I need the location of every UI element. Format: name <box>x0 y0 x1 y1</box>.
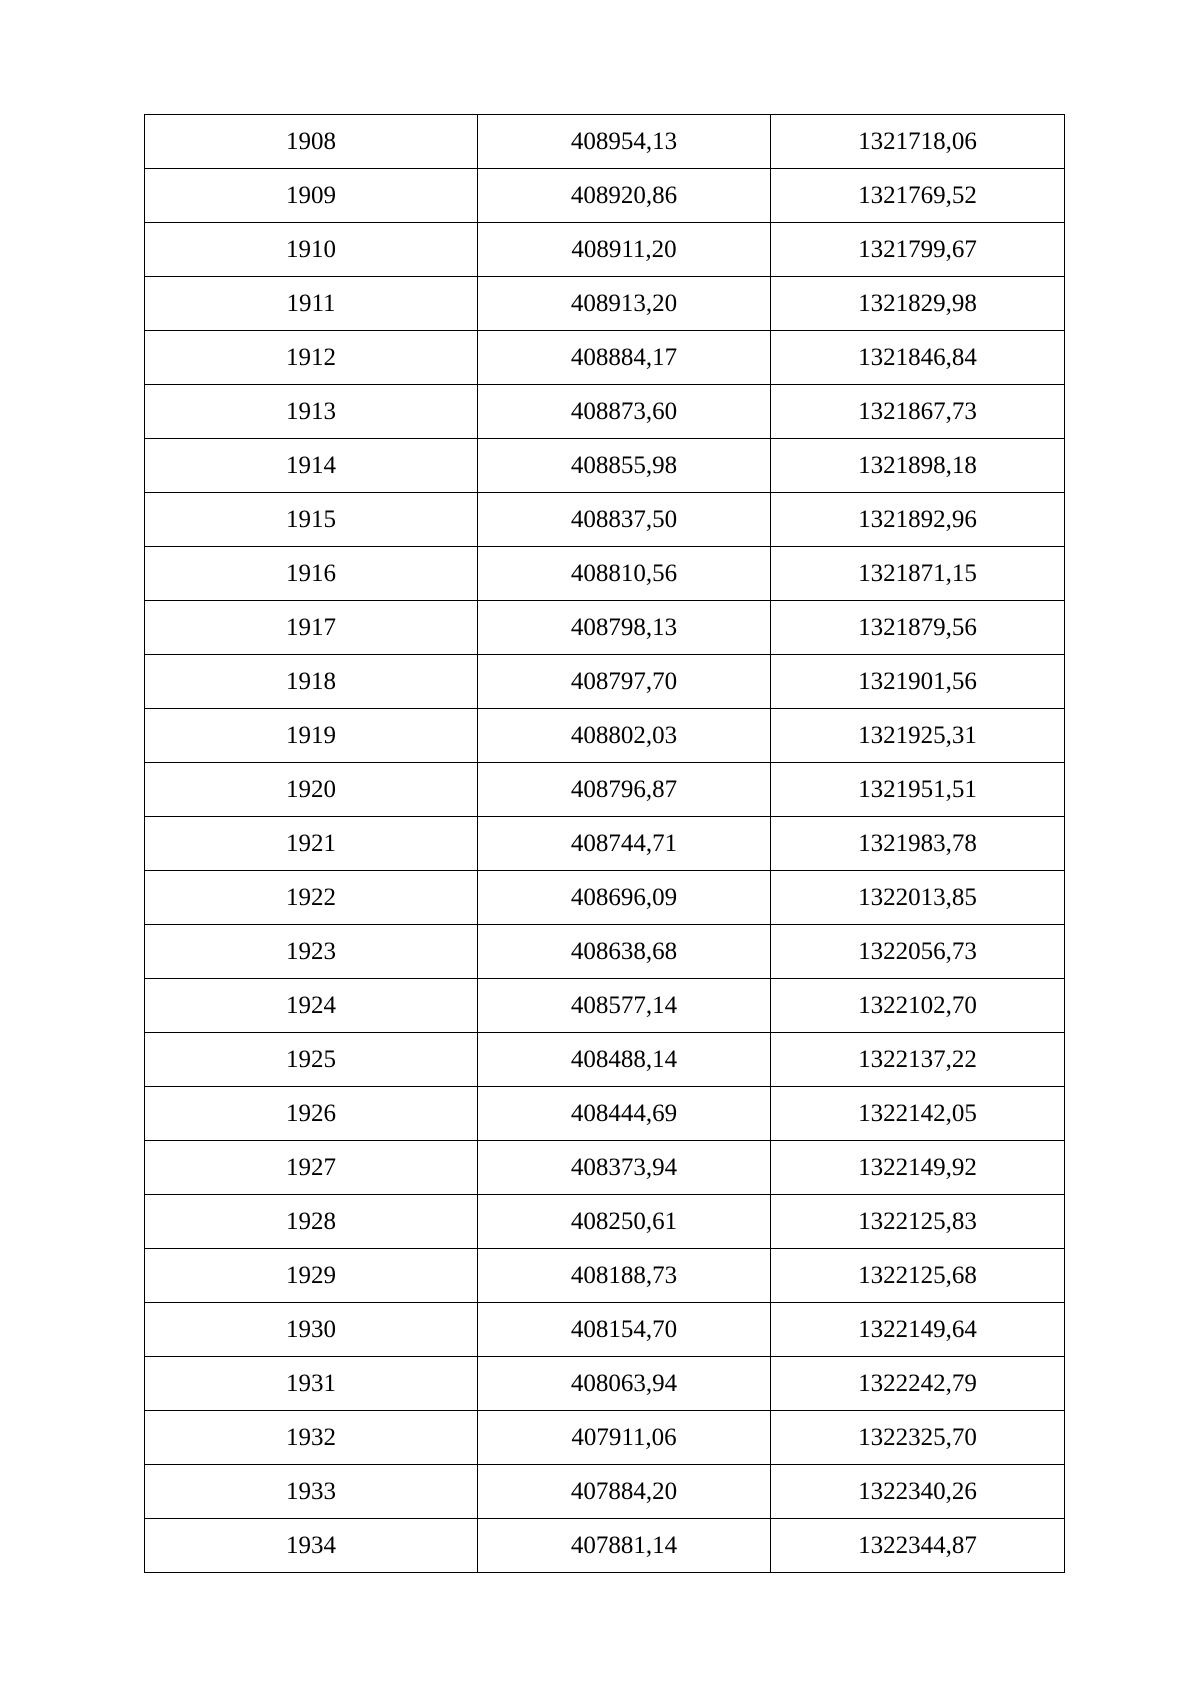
table-row <box>145 223 1065 277</box>
x-coordinate-cell: 408373,94 <box>478 1141 771 1195</box>
x-coordinate-cell: 408154,70 <box>478 1303 771 1357</box>
table-row <box>145 655 1065 709</box>
table-row <box>145 115 1065 169</box>
table-row <box>145 1249 1065 1303</box>
point-number-cell: 1919 <box>145 709 478 763</box>
x-coordinate-cell: 408444,69 <box>478 1087 771 1141</box>
y-coordinate-cell: 1322056,73 <box>771 925 1065 979</box>
point-number-cell: 1913 <box>145 385 478 439</box>
y-coordinate-cell: 1321846,84 <box>771 331 1065 385</box>
table-row <box>145 1087 1065 1141</box>
x-coordinate-cell: 408954,13 <box>478 115 771 169</box>
y-coordinate-cell: 1321925,31 <box>771 709 1065 763</box>
table-row <box>145 601 1065 655</box>
x-coordinate-cell: 408911,20 <box>478 223 771 277</box>
x-coordinate-cell: 407884,20 <box>478 1465 771 1519</box>
y-coordinate-cell: 1321799,67 <box>771 223 1065 277</box>
table-row <box>145 709 1065 763</box>
y-coordinate-cell: 1321983,78 <box>771 817 1065 871</box>
y-coordinate-cell: 1322344,87 <box>771 1519 1065 1573</box>
y-coordinate-cell: 1321951,51 <box>771 763 1065 817</box>
y-coordinate-cell: 1321898,18 <box>771 439 1065 493</box>
x-coordinate-cell: 408188,73 <box>478 1249 771 1303</box>
table-row <box>145 1033 1065 1087</box>
table-row <box>145 817 1065 871</box>
point-number-cell: 1911 <box>145 277 478 331</box>
table-row <box>145 1303 1065 1357</box>
table-row <box>145 493 1065 547</box>
y-coordinate-cell: 1321892,96 <box>771 493 1065 547</box>
point-number-cell: 1912 <box>145 331 478 385</box>
y-coordinate-cell: 1321769,52 <box>771 169 1065 223</box>
x-coordinate-cell: 408488,14 <box>478 1033 771 1087</box>
table-row <box>145 925 1065 979</box>
table-row <box>145 871 1065 925</box>
point-number-cell: 1933 <box>145 1465 478 1519</box>
x-coordinate-cell: 408920,86 <box>478 169 771 223</box>
point-number-cell: 1909 <box>145 169 478 223</box>
x-coordinate-cell: 408802,03 <box>478 709 771 763</box>
x-coordinate-cell: 408810,56 <box>478 547 771 601</box>
point-number-cell: 1922 <box>145 871 478 925</box>
y-coordinate-cell: 1322137,22 <box>771 1033 1065 1087</box>
point-number-cell: 1920 <box>145 763 478 817</box>
coordinates-table-body <box>145 115 1065 1573</box>
point-number-cell: 1910 <box>145 223 478 277</box>
x-coordinate-cell: 408913,20 <box>478 277 771 331</box>
table-row <box>145 331 1065 385</box>
y-coordinate-cell: 1322125,83 <box>771 1195 1065 1249</box>
table-row <box>145 385 1065 439</box>
point-number-cell: 1934 <box>145 1519 478 1573</box>
table-row <box>145 1195 1065 1249</box>
y-coordinate-cell: 1322013,85 <box>771 871 1065 925</box>
y-coordinate-cell: 1321829,98 <box>771 277 1065 331</box>
x-coordinate-cell: 408796,87 <box>478 763 771 817</box>
point-number-cell: 1924 <box>145 979 478 1033</box>
x-coordinate-cell: 408884,17 <box>478 331 771 385</box>
x-coordinate-cell: 407881,14 <box>478 1519 771 1573</box>
table-row <box>145 763 1065 817</box>
point-number-cell: 1923 <box>145 925 478 979</box>
y-coordinate-cell: 1321879,56 <box>771 601 1065 655</box>
x-coordinate-cell: 408873,60 <box>478 385 771 439</box>
table-row <box>145 1141 1065 1195</box>
x-coordinate-cell: 408798,13 <box>478 601 771 655</box>
x-coordinate-cell: 408797,70 <box>478 655 771 709</box>
point-number-cell: 1932 <box>145 1411 478 1465</box>
table-row <box>145 1411 1065 1465</box>
point-number-cell: 1916 <box>145 547 478 601</box>
y-coordinate-cell: 1322102,70 <box>771 979 1065 1033</box>
table-row <box>145 1519 1065 1573</box>
table-row <box>145 979 1065 1033</box>
y-coordinate-cell: 1322125,68 <box>771 1249 1065 1303</box>
point-number-cell: 1931 <box>145 1357 478 1411</box>
point-number-cell: 1929 <box>145 1249 478 1303</box>
point-number-cell: 1927 <box>145 1141 478 1195</box>
y-coordinate-cell: 1322149,92 <box>771 1141 1065 1195</box>
coordinates-table <box>144 114 1065 1573</box>
table-row <box>145 1357 1065 1411</box>
table-row <box>145 439 1065 493</box>
point-number-cell: 1926 <box>145 1087 478 1141</box>
point-number-cell: 1930 <box>145 1303 478 1357</box>
point-number-cell: 1914 <box>145 439 478 493</box>
point-number-cell: 1908 <box>145 115 478 169</box>
y-coordinate-cell: 1321867,73 <box>771 385 1065 439</box>
y-coordinate-cell: 1322340,26 <box>771 1465 1065 1519</box>
table-row <box>145 277 1065 331</box>
point-number-cell: 1915 <box>145 493 478 547</box>
x-coordinate-cell: 407911,06 <box>478 1411 771 1465</box>
point-number-cell: 1921 <box>145 817 478 871</box>
point-number-cell: 1917 <box>145 601 478 655</box>
y-coordinate-cell: 1321871,15 <box>771 547 1065 601</box>
x-coordinate-cell: 408837,50 <box>478 493 771 547</box>
x-coordinate-cell: 408577,14 <box>478 979 771 1033</box>
x-coordinate-cell: 408744,71 <box>478 817 771 871</box>
point-number-cell: 1918 <box>145 655 478 709</box>
y-coordinate-cell: 1322325,70 <box>771 1411 1065 1465</box>
point-number-cell: 1928 <box>145 1195 478 1249</box>
y-coordinate-cell: 1321718,06 <box>771 115 1065 169</box>
x-coordinate-cell: 408696,09 <box>478 871 771 925</box>
y-coordinate-cell: 1322149,64 <box>771 1303 1065 1357</box>
table-row <box>145 547 1065 601</box>
x-coordinate-cell: 408063,94 <box>478 1357 771 1411</box>
x-coordinate-cell: 408855,98 <box>478 439 771 493</box>
point-number-cell: 1925 <box>145 1033 478 1087</box>
y-coordinate-cell: 1322142,05 <box>771 1087 1065 1141</box>
table-row <box>145 1465 1065 1519</box>
x-coordinate-cell: 408638,68 <box>478 925 771 979</box>
table-row <box>145 169 1065 223</box>
x-coordinate-cell: 408250,61 <box>478 1195 771 1249</box>
y-coordinate-cell: 1322242,79 <box>771 1357 1065 1411</box>
y-coordinate-cell: 1321901,56 <box>771 655 1065 709</box>
